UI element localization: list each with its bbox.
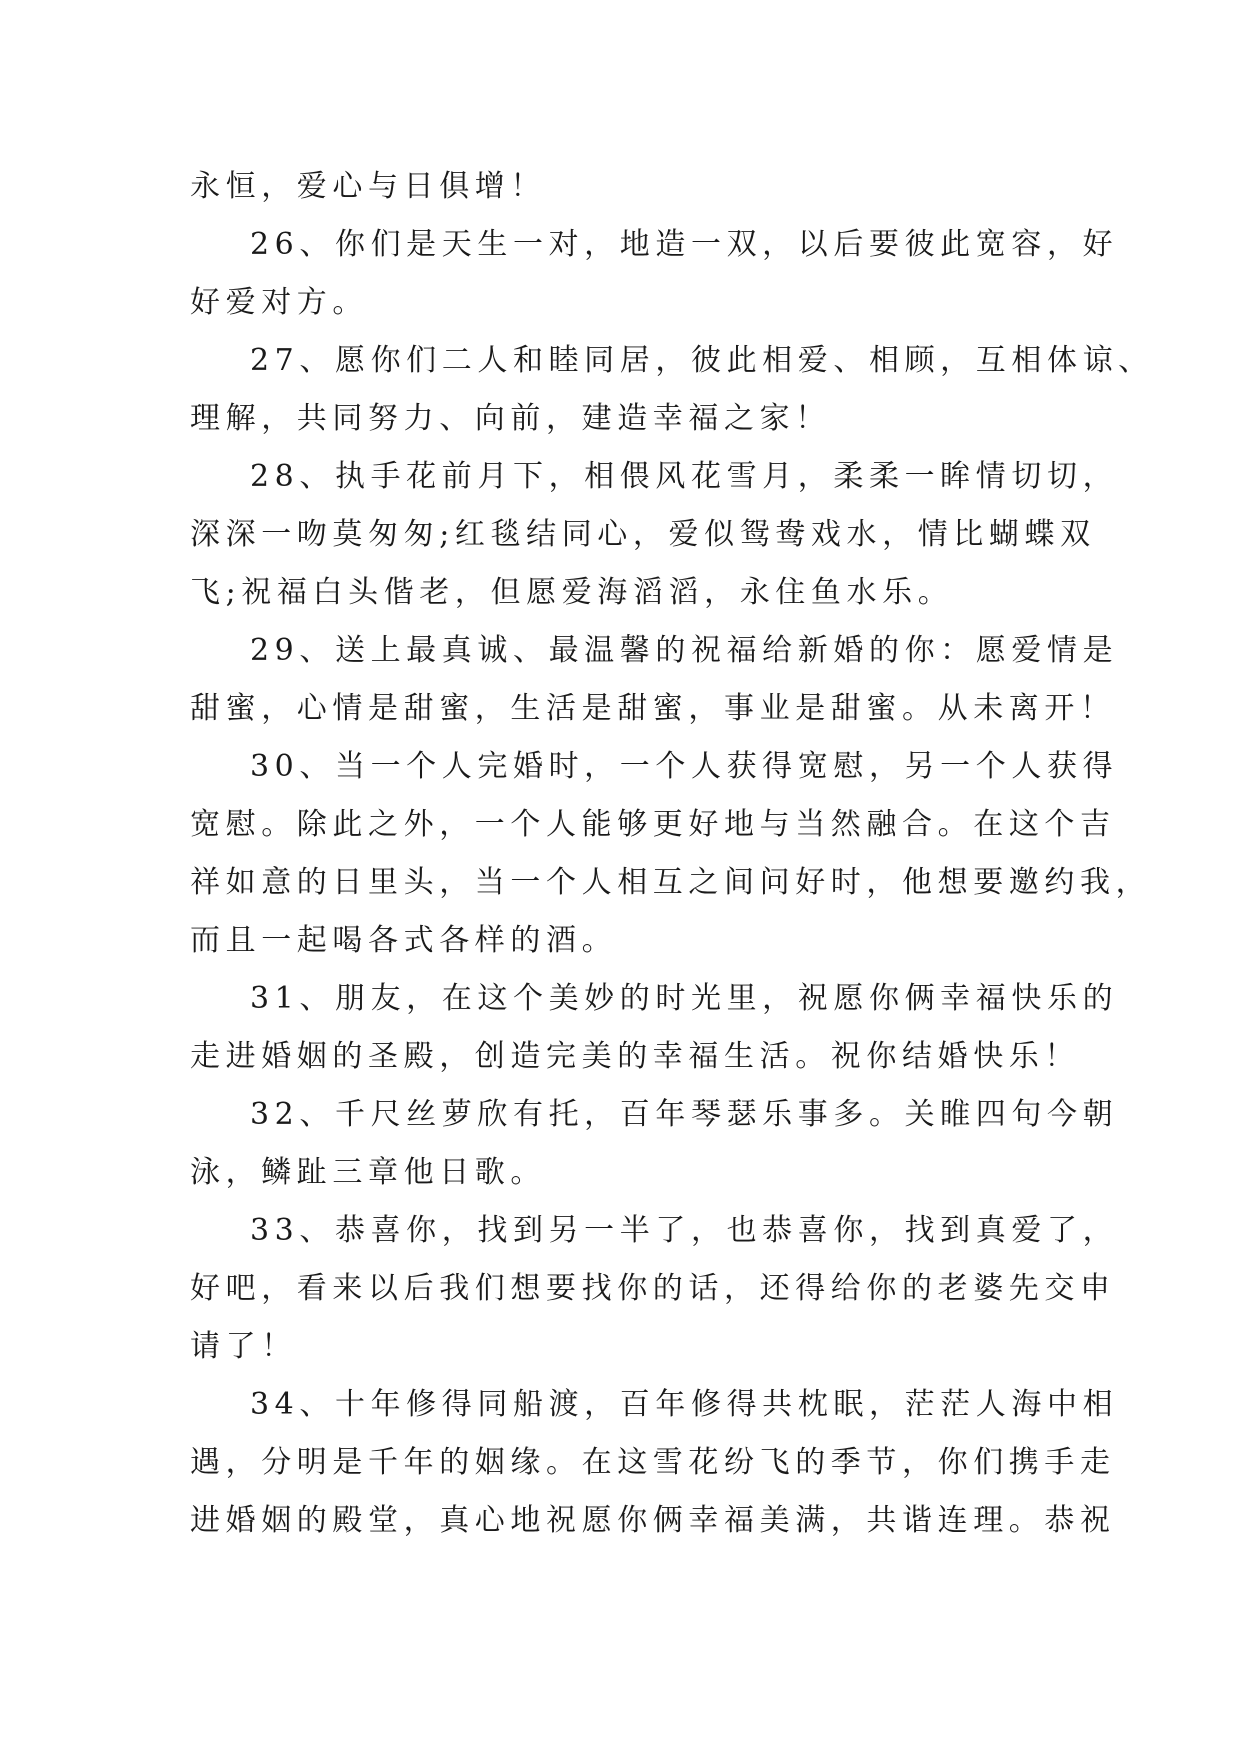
paragraph xyxy=(190,970,1119,1086)
paragraph xyxy=(190,738,1152,970)
paragraph xyxy=(190,1376,1119,1550)
text-line: 26、你们是天生一对，地造一双，以后要彼此宽容，好 xyxy=(250,227,1119,262)
text-line: 理解，共同努力、向前，建造幸福之家！ xyxy=(190,401,831,436)
text-line: 飞;祝福白头偕老，但愿爱海滔滔，永住鱼水乐。 xyxy=(190,575,954,610)
text-line: 29、送上最真诚、最温馨的祝福给新婚的你：愿爱情是 xyxy=(250,633,1119,668)
paragraph xyxy=(190,216,1119,332)
text-line: 27、愿你们二人和睦同居，彼此相爱、相顾，互相体谅、 xyxy=(250,343,1154,378)
document-body xyxy=(190,158,1154,1550)
text-line: 遇，分明是千年的姻缘。在这雪花纷飞的季节，你们携手走 xyxy=(190,1445,1116,1480)
text-line: 31、朋友，在这个美妙的时光里，祝愿你俩幸福快乐的 xyxy=(250,981,1119,1016)
text-line: 请了！ xyxy=(190,1329,297,1364)
paragraph xyxy=(190,158,1060,216)
text-line: 33、恭喜你，找到另一半了，也恭喜你，找到真爱了， xyxy=(250,1213,1119,1248)
text-line: 祥如意的日里头，当一个人相互之间问好时，他想要邀约我， xyxy=(190,865,1152,900)
text-line: 永恒，爱心与日俱增！ xyxy=(190,169,546,204)
text-line: 走进婚姻的圣殿，创造完美的幸福生活。祝你结婚快乐！ xyxy=(190,1039,1080,1074)
text-line: 深深一吻莫匆匆;红毯结同心，爱似鸳鸯戏水，情比蝴蝶双 xyxy=(190,517,1096,552)
paragraph xyxy=(190,332,1154,448)
text-line: 好吧，看来以后我们想要找你的话，还得给你的老婆先交申 xyxy=(190,1271,1116,1306)
text-line: 34、十年修得同船渡，百年修得共枕眠，茫茫人海中相 xyxy=(250,1387,1119,1422)
text-line: 泳，鳞趾三章他日歌。 xyxy=(190,1155,546,1190)
text-line: 甜蜜，心情是甜蜜，生活是甜蜜，事业是甜蜜。从未离开！ xyxy=(190,691,1116,726)
text-line: 好爱对方。 xyxy=(190,285,368,320)
paragraph xyxy=(190,448,1119,622)
text-line: 宽慰。除此之外，一个人能够更好地与当然融合。在这个吉 xyxy=(190,807,1116,842)
text-line: 而且一起喝各式各样的酒。 xyxy=(190,923,618,958)
text-line: 28、执手花前月下，相偎风花雪月，柔柔一眸情切切， xyxy=(250,459,1119,494)
text-line: 进婚姻的殿堂，真心地祝愿你俩幸福美满，共谐连理。恭祝 xyxy=(190,1503,1116,1538)
paragraph xyxy=(190,622,1119,738)
paragraph xyxy=(190,1202,1119,1376)
text-line: 32、千尺丝萝欣有托，百年琴瑟乐事多。关睢四句今朝 xyxy=(250,1097,1119,1132)
text-line: 30、当一个人完婚时，一个人获得宽慰，另一个人获得 xyxy=(250,749,1119,784)
paragraph xyxy=(190,1086,1119,1202)
